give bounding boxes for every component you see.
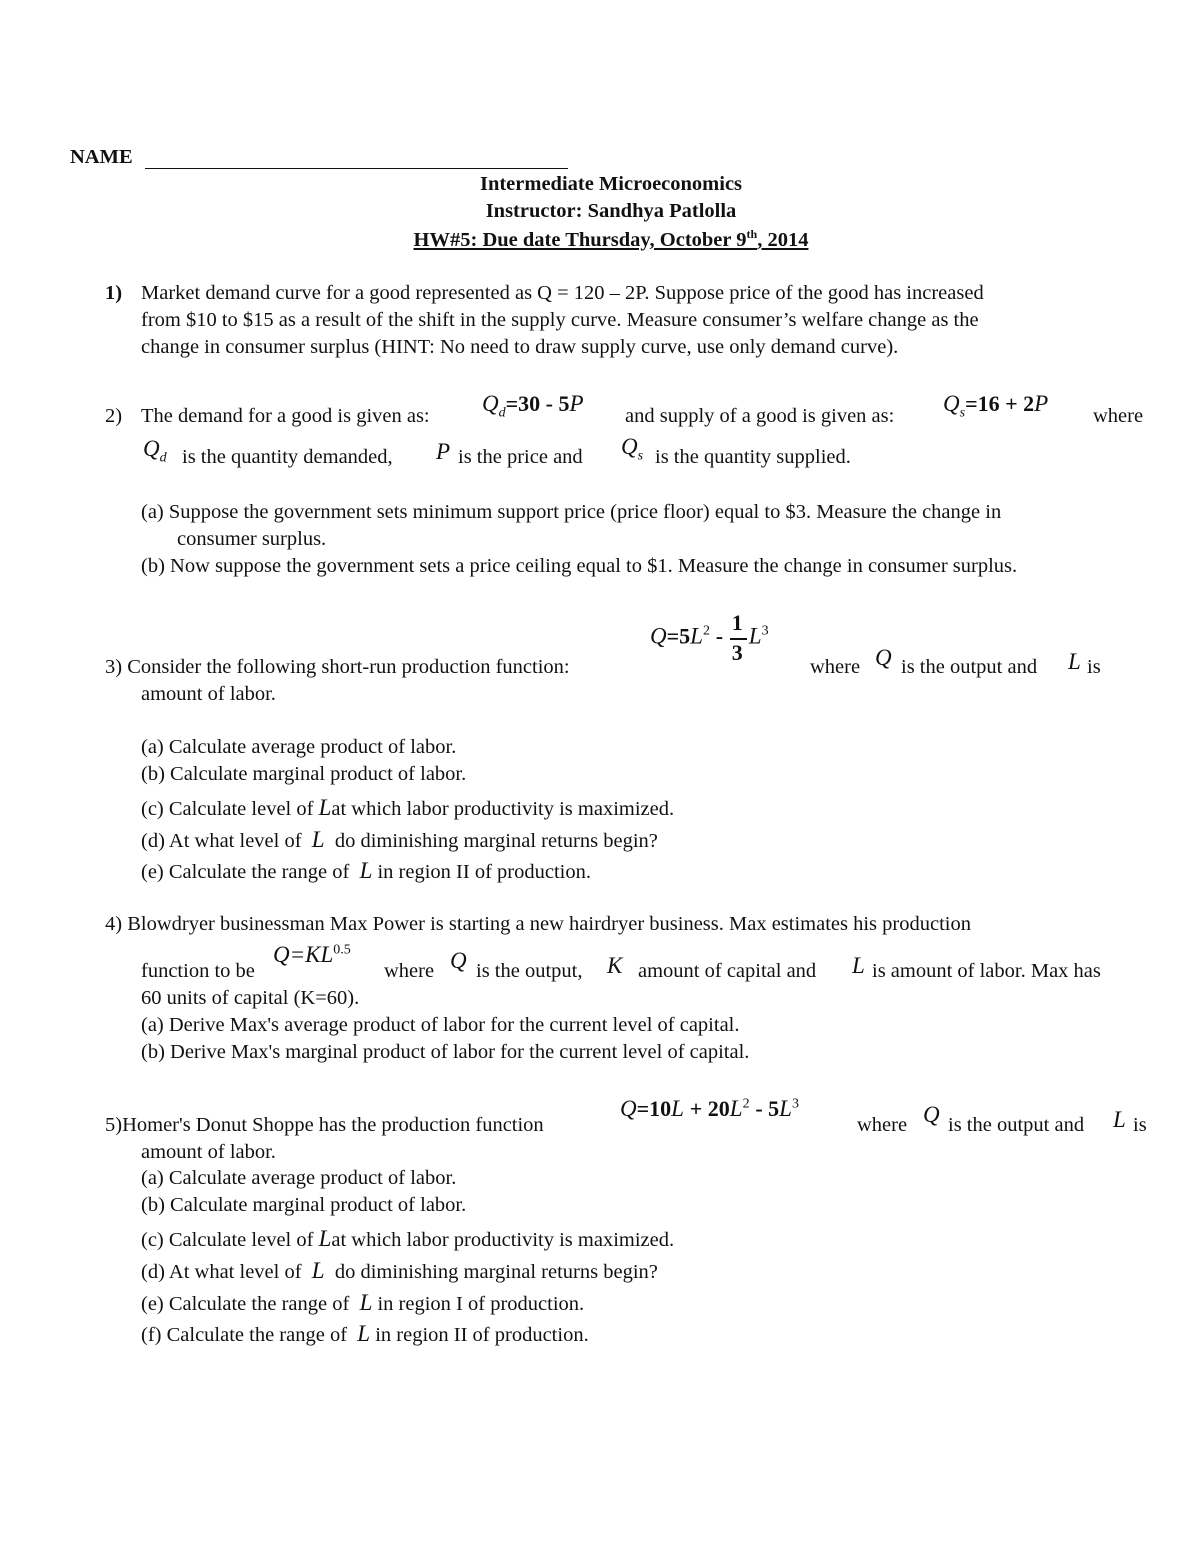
q4-where: where bbox=[384, 960, 435, 982]
q3-production-function: $Q=5L^2$ - $\frac{1}{3}$ $L^3$ bbox=[650, 610, 769, 665]
q1-line-3: change in consumer surplus (HINT: No need to draw supply curve, use only demand curve). bbox=[141, 336, 899, 358]
q2-text-5: is the price and bbox=[458, 446, 583, 468]
q5-part-c: (c) Calculate level of Lat which labor productivity is maximized. bbox=[141, 1226, 675, 1251]
q3-is: is bbox=[1087, 656, 1101, 678]
hw-due-year: , 2014 bbox=[757, 228, 809, 251]
q4-production-function: $Q=KL^{0.5}$ bbox=[273, 942, 351, 967]
hw-due-date bbox=[0, 228, 1200, 250]
q5-part-e: (e) Calculate the range of L in region I of production. bbox=[141, 1290, 585, 1315]
q4-var-l: L bbox=[852, 953, 865, 978]
q2-text-2: and supply of a good is given as: bbox=[625, 405, 895, 427]
q2-part-b: (b) Now suppose the government sets a price ceiling equal to $1. Measure the change in consumer surplus. bbox=[141, 555, 1018, 577]
q4-output-text: is the output, bbox=[476, 960, 583, 982]
name-underline bbox=[145, 168, 568, 169]
course-title: Intermediate Microeconomics bbox=[479, 173, 743, 195]
q5-var-l: L bbox=[1113, 1107, 1126, 1132]
q5-part-f: (f) Calculate the range of L in region II of production. bbox=[141, 1321, 589, 1346]
q5-is: is bbox=[1133, 1114, 1147, 1136]
q1-line-2: from $10 to $15 as a result of the shift in the supply curve. Measure consumer’s welfare change as the bbox=[141, 309, 979, 331]
q2-number: 2) bbox=[105, 405, 123, 427]
q3-part-a: (a) Calculate average product of labor. bbox=[141, 736, 457, 758]
q4-capital-text: amount of capital and bbox=[638, 960, 817, 982]
q5-production-function: $Q=10L + 20L^2 - 5L^3$ bbox=[620, 1096, 799, 1121]
q2-supply-equation: $Q_s=16 + 2P$ bbox=[943, 391, 1049, 421]
q4-var-k: K bbox=[607, 953, 623, 978]
q2-text-6: is the quantity supplied. bbox=[655, 446, 851, 468]
q2-part-a-line-2: consumer surplus. bbox=[177, 528, 327, 550]
q5-intro: 5)Homer's Donut Shoppe has the production function bbox=[105, 1114, 544, 1136]
q2-var-qs: $Q_s$ bbox=[621, 434, 644, 464]
q5-var-q: Q bbox=[923, 1102, 940, 1127]
q1-line-1: Market demand curve for a good represented as Q = 120 – 2P. Suppose price of the good has increased bbox=[141, 282, 984, 304]
q2-text-4: is the quantity demanded, bbox=[182, 446, 393, 468]
q4-labor-text: is amount of labor. Max has bbox=[872, 960, 1101, 982]
q3-part-d: (d) At what level of L do diminishing marginal returns begin? bbox=[141, 827, 658, 852]
q5-where: where bbox=[857, 1114, 908, 1136]
q4-function-text: function to be bbox=[141, 960, 255, 982]
q1-number: 1) bbox=[105, 282, 123, 304]
q4-var-q: Q bbox=[450, 948, 467, 973]
q3-where: where bbox=[810, 656, 861, 678]
q5-part-b: (b) Calculate marginal product of labor. bbox=[141, 1194, 467, 1216]
q4-line-1: 4) Blowdryer businessman Max Power is starting a new hairdryer business. Max estimates his production bbox=[105, 913, 971, 935]
name-label: NAME bbox=[70, 146, 133, 168]
q5-part-d: (d) At what level of L do diminishing marginal returns begin? bbox=[141, 1258, 658, 1283]
q3-part-c: (c) Calculate level of Lat which labor productivity is maximized. bbox=[141, 795, 675, 820]
q3-line-2: amount of labor. bbox=[141, 683, 276, 705]
q2-text-1: The demand for a good is given as: bbox=[141, 405, 430, 427]
q5-part-a: (a) Calculate average product of labor. bbox=[141, 1167, 457, 1189]
q2-var-qd: $Q_d$ bbox=[143, 436, 167, 466]
q2-demand-equation: $Q_d=30 - 5P$ bbox=[482, 391, 584, 421]
hw-due-sup: th bbox=[746, 227, 758, 241]
q3-part-b: (b) Calculate marginal product of labor. bbox=[141, 763, 467, 785]
q5-line-2: amount of labor. bbox=[141, 1141, 276, 1163]
q3-output-text: is the output and bbox=[901, 656, 1038, 678]
q3-intro: 3) Consider the following short-run production function: bbox=[105, 656, 570, 678]
q3-part-e: (e) Calculate the range of L in region II of production. bbox=[141, 858, 591, 883]
q5-output-text: is the output and bbox=[948, 1114, 1085, 1136]
q2-var-p: P bbox=[436, 439, 451, 464]
q4-line-3: 60 units of capital (K=60). bbox=[141, 987, 360, 1009]
q3-var-q: Q bbox=[875, 645, 892, 670]
instructor-line: Instructor: Sandhya Patlolla bbox=[485, 200, 737, 222]
q4-part-a: (a) Derive Max's average product of labor for the current level of capital. bbox=[141, 1014, 740, 1036]
hw-due-text: HW#5: Due date Thursday, October 9 bbox=[413, 228, 747, 251]
q4-part-b: (b) Derive Max's marginal product of labor for the current level of capital. bbox=[141, 1041, 750, 1063]
q3-fraction: $\frac{1}{3}$ bbox=[729, 612, 749, 664]
q2-text-3: where bbox=[1093, 405, 1144, 427]
q3-var-l: L bbox=[1068, 649, 1081, 674]
q2-part-a-line-1: (a) Suppose the government sets minimum support price (price floor) equal to $3. Measure the change in bbox=[141, 501, 1002, 523]
